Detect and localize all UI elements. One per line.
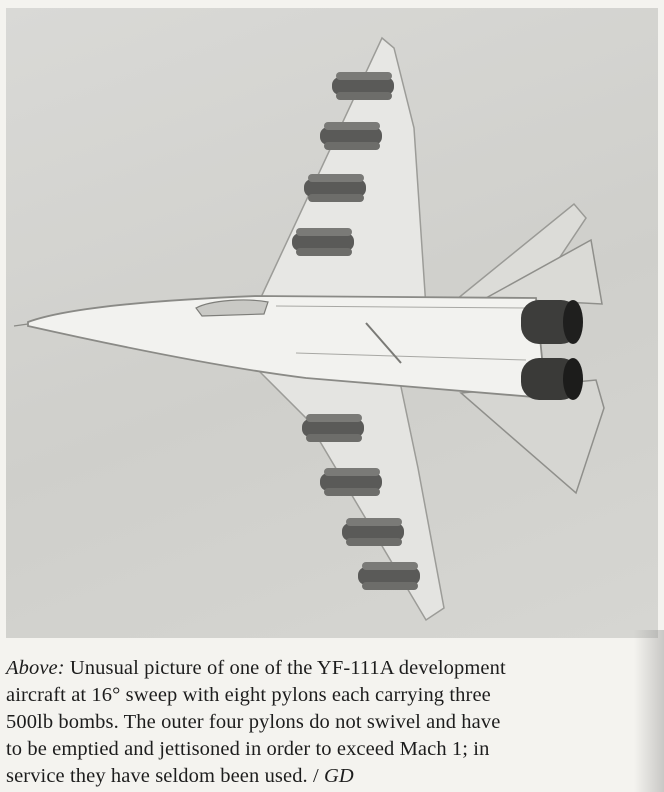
caption-line-5: service they have seldom been used. /	[6, 765, 325, 787]
photo-credit: GD	[324, 765, 354, 787]
aircraft-illustration	[6, 8, 658, 638]
caption-line-3: 500lb bombs. The outer four pylons do not swivel and have	[6, 711, 501, 733]
caption-lead: Above:	[6, 657, 65, 679]
figure-caption	[6, 655, 626, 790]
caption-line-1: Unusual picture of one of the YF-111A development	[64, 657, 506, 679]
aircraft-photo	[6, 8, 658, 638]
caption-line-4: to be emptied and jettisoned in order to exceed Mach 1; in	[6, 738, 490, 760]
page-edge-shadow	[634, 630, 664, 792]
caption-line-2: aircraft at 16° sweep with eight pylons each carrying three	[6, 684, 491, 706]
